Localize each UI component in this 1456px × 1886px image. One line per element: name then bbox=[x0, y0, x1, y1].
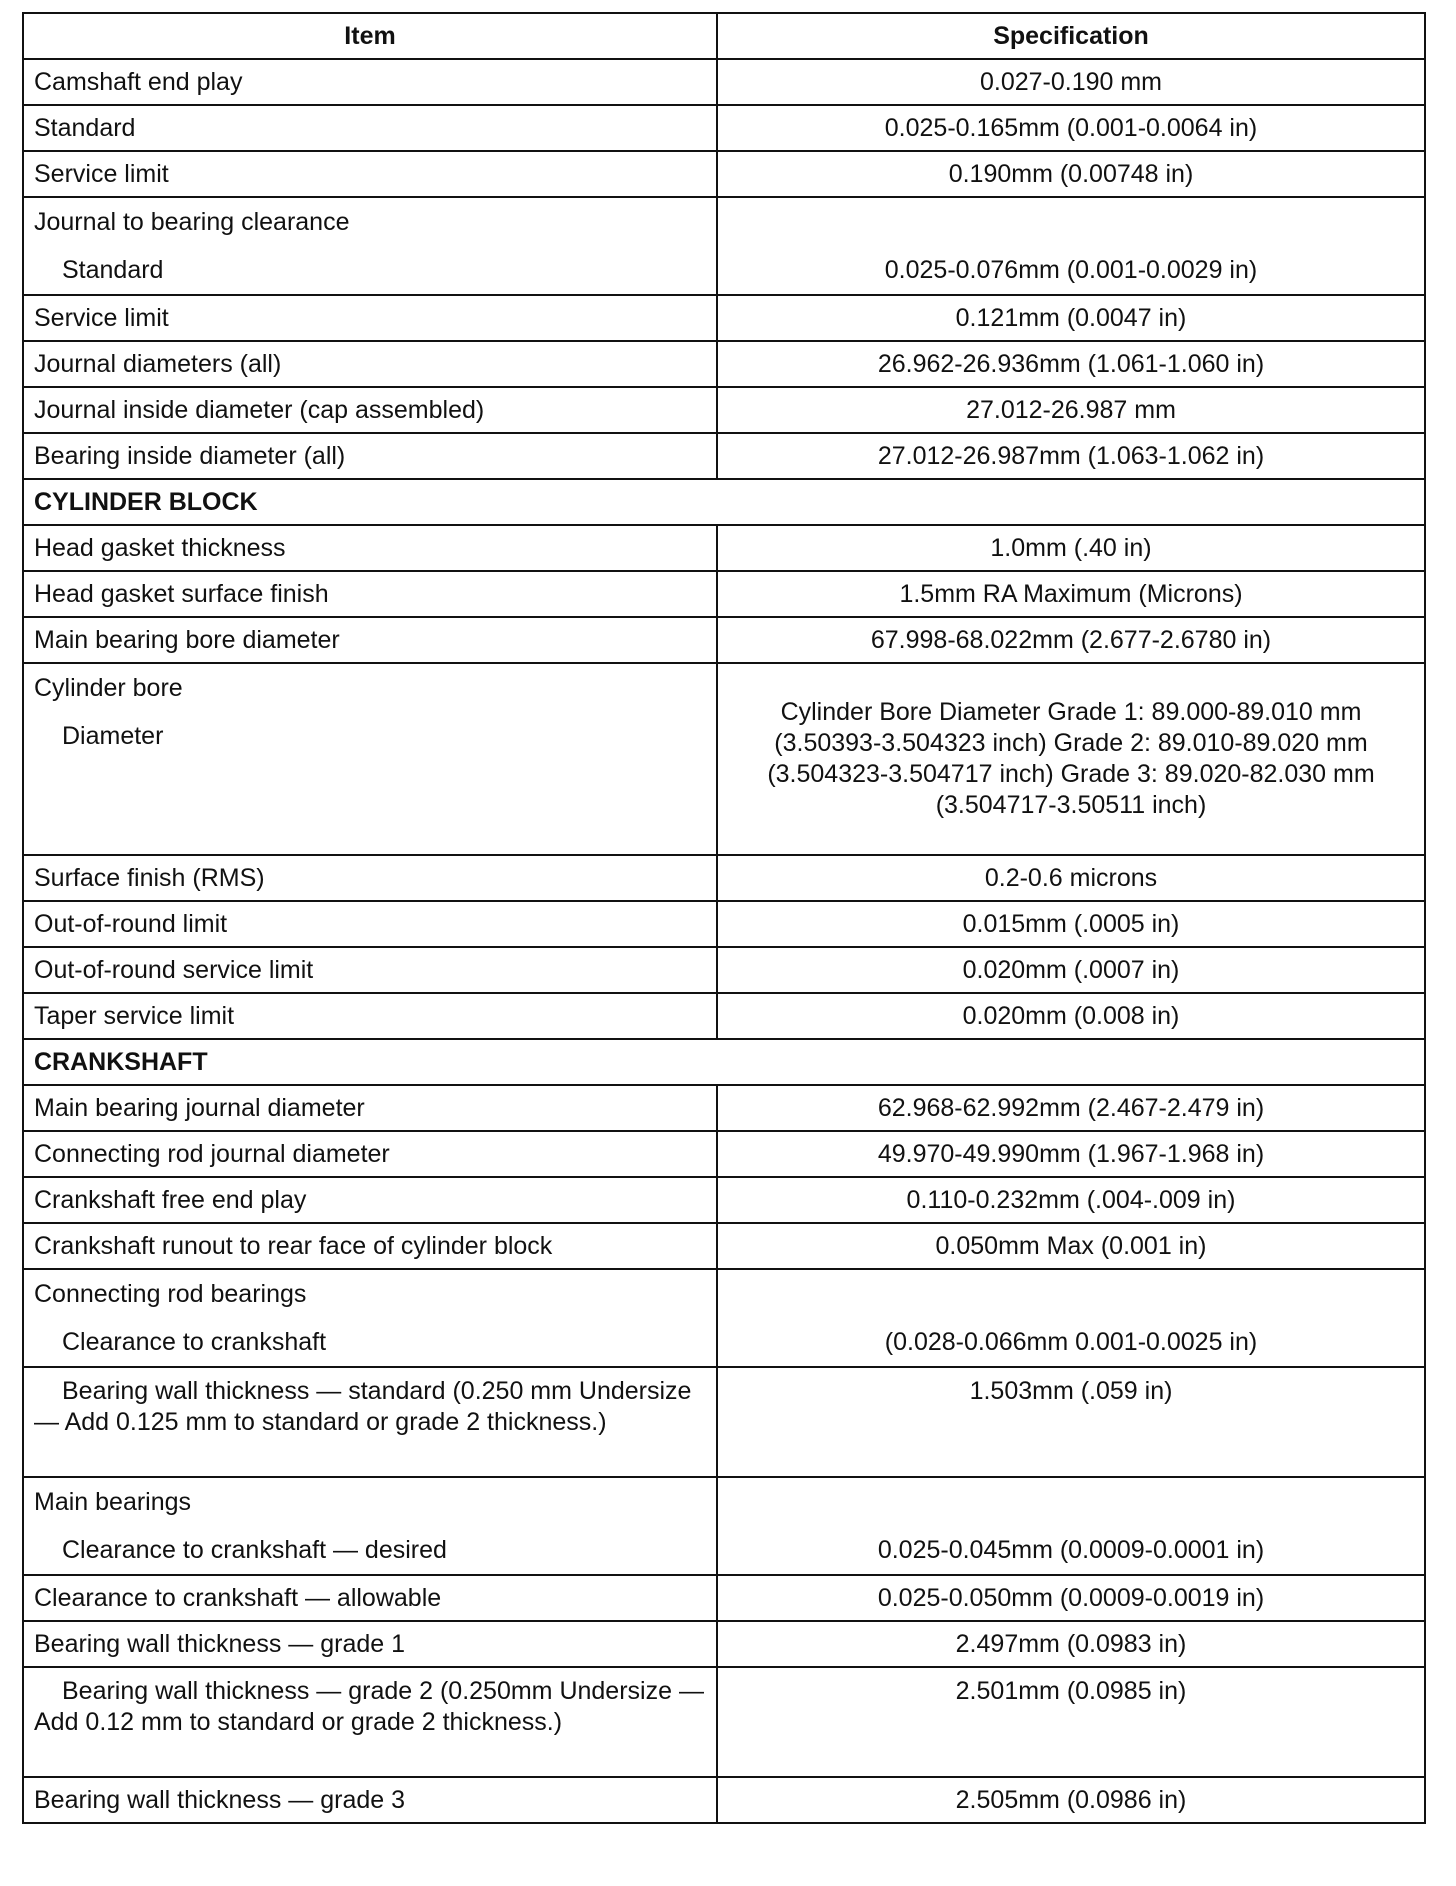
table-row bbox=[23, 1223, 1425, 1269]
item-cell bbox=[23, 1477, 717, 1575]
table-row bbox=[23, 1085, 1425, 1131]
spec-cell: 1.503mm (.059 in) bbox=[717, 1367, 1425, 1477]
table-row bbox=[23, 663, 1425, 855]
spec-cell: 0.027-0.190 mm bbox=[717, 59, 1425, 105]
table-row bbox=[23, 1777, 1425, 1823]
section-title: CYLINDER BLOCK bbox=[23, 479, 1425, 525]
item-cell: Bearing wall thickness — grade 3 bbox=[23, 1777, 717, 1823]
item-cell: Crankshaft runout to rear face of cylinder block bbox=[23, 1223, 717, 1269]
table-row bbox=[23, 387, 1425, 433]
section-title: CRANKSHAFT bbox=[23, 1039, 1425, 1085]
spec-cell: 0.121mm (0.0047 in) bbox=[717, 295, 1425, 341]
item-cell bbox=[23, 197, 717, 295]
item-cell: Journal inside diameter (cap assembled) bbox=[23, 387, 717, 433]
spec-cell: 0.2-0.6 microns bbox=[717, 855, 1425, 901]
table-row bbox=[23, 993, 1425, 1039]
item-cell: Out-of-round service limit bbox=[23, 947, 717, 993]
table-row bbox=[23, 1269, 1425, 1367]
item-cell: Bearing inside diameter (all) bbox=[23, 433, 717, 479]
section-header-row bbox=[23, 479, 1425, 525]
item-group-label: Main bearings bbox=[34, 1488, 192, 1516]
item-cell bbox=[23, 1269, 717, 1367]
spec-cell: 2.501mm (0.0985 in) bbox=[717, 1667, 1425, 1777]
spec-cell: 0.020mm (.0007 in) bbox=[717, 947, 1425, 993]
table-row bbox=[23, 617, 1425, 663]
spec-cell: 27.012-26.987mm (1.063-1.062 in) bbox=[717, 433, 1425, 479]
table-row bbox=[23, 197, 1425, 295]
item-cell: Service limit bbox=[23, 295, 717, 341]
table-row bbox=[23, 901, 1425, 947]
table-row bbox=[23, 433, 1425, 479]
table-row bbox=[23, 1367, 1425, 1477]
specification-table bbox=[22, 12, 1426, 1824]
section-header-row bbox=[23, 1039, 1425, 1085]
item-label: Bearing wall thickness — grade 2 (0.250mm Undersize — Add 0.12 mm to standard or grade 2 thickness.) bbox=[34, 1677, 704, 1736]
item-group-label: Cylinder bore bbox=[34, 674, 183, 702]
table-row bbox=[23, 1575, 1425, 1621]
table-row bbox=[23, 59, 1425, 105]
spec-cell: 62.968-62.992mm (2.467-2.479 in) bbox=[717, 1085, 1425, 1131]
item-cell bbox=[23, 1367, 717, 1477]
item-label: Bearing wall thickness — standard (0.250 mm Undersize — Add 0.125 mm to standard or grade 2 thickness.) bbox=[34, 1377, 692, 1436]
item-column-header: Item bbox=[23, 13, 717, 59]
spec-cell: 67.998-68.022mm (2.677-2.6780 in) bbox=[717, 617, 1425, 663]
item-cell bbox=[23, 663, 717, 855]
spec-cell: 49.970-49.990mm (1.967-1.968 in) bbox=[717, 1131, 1425, 1177]
item-sub-label: Diameter bbox=[62, 722, 164, 750]
table-row bbox=[23, 1177, 1425, 1223]
item-cell: Service limit bbox=[23, 151, 717, 197]
item-cell: Journal diameters (all) bbox=[23, 341, 717, 387]
item-cell: Head gasket thickness bbox=[23, 525, 717, 571]
item-cell: Out-of-round limit bbox=[23, 901, 717, 947]
item-cell: Crankshaft free end play bbox=[23, 1177, 717, 1223]
table-row bbox=[23, 1131, 1425, 1177]
header-row bbox=[23, 13, 1425, 59]
spec-cell bbox=[717, 1477, 1425, 1575]
spec-value: 0.025-0.045mm (0.0009-0.0001 in) bbox=[877, 1536, 1265, 1564]
spec-cell: 0.190mm (0.00748 in) bbox=[717, 151, 1425, 197]
item-sub-label: Clearance to crankshaft — desired bbox=[62, 1536, 447, 1564]
item-group-label: Journal to bearing clearance bbox=[34, 208, 350, 236]
item-cell: Main bearing journal diameter bbox=[23, 1085, 717, 1131]
table-row bbox=[23, 855, 1425, 901]
spec-cell: 1.5mm RA Maximum (Microns) bbox=[717, 571, 1425, 617]
table-row bbox=[23, 105, 1425, 151]
table-row bbox=[23, 947, 1425, 993]
item-cell: Taper service limit bbox=[23, 993, 717, 1039]
spec-cell: 0.110-0.232mm (.004-.009 in) bbox=[717, 1177, 1425, 1223]
table-row bbox=[23, 1621, 1425, 1667]
item-cell: Connecting rod journal diameter bbox=[23, 1131, 717, 1177]
spec-cell: 0.025-0.165mm (0.001-0.0064 in) bbox=[717, 105, 1425, 151]
table-row bbox=[23, 151, 1425, 197]
spec-cell: 2.497mm (0.0983 in) bbox=[717, 1621, 1425, 1667]
spec-cell bbox=[717, 1269, 1425, 1367]
table-row bbox=[23, 341, 1425, 387]
spec-value: 0.025-0.076mm (0.001-0.0029 in) bbox=[884, 256, 1258, 284]
spec-cell: 0.015mm (.0005 in) bbox=[717, 901, 1425, 947]
item-cell: Main bearing bore diameter bbox=[23, 617, 717, 663]
spec-cell: 0.050mm Max (0.001 in) bbox=[717, 1223, 1425, 1269]
spec-cell: 0.020mm (0.008 in) bbox=[717, 993, 1425, 1039]
spec-value: (0.028-0.066mm 0.001-0.0025 in) bbox=[884, 1328, 1258, 1356]
spec-cell bbox=[717, 197, 1425, 295]
table-row bbox=[23, 525, 1425, 571]
spec-cell: Cylinder Bore Diameter Grade 1: 89.000-89.010 mm (3.50393-3.504323 inch) Grade 2: 89.010-89.020 mm (3.504323-3.504717 inch) Grade 3: 89.020-82.030 mm (3.504717-3.50511 inch) bbox=[717, 663, 1425, 855]
item-cell: Camshaft end play bbox=[23, 59, 717, 105]
item-sub-label: Clearance to crankshaft bbox=[62, 1328, 327, 1356]
item-cell: Standard bbox=[23, 105, 717, 151]
item-cell: Head gasket surface finish bbox=[23, 571, 717, 617]
table-row bbox=[23, 1667, 1425, 1777]
spec-cell: 2.505mm (0.0986 in) bbox=[717, 1777, 1425, 1823]
item-group-label: Connecting rod bearings bbox=[34, 1280, 307, 1308]
item-cell: Clearance to crankshaft — allowable bbox=[23, 1575, 717, 1621]
item-cell bbox=[23, 1667, 717, 1777]
spec-cell: 1.0mm (.40 in) bbox=[717, 525, 1425, 571]
spec-cell: 0.025-0.050mm (0.0009-0.0019 in) bbox=[717, 1575, 1425, 1621]
table-row bbox=[23, 571, 1425, 617]
item-sub-label: Standard bbox=[62, 256, 164, 284]
item-cell: Surface finish (RMS) bbox=[23, 855, 717, 901]
spec-cell: 26.962-26.936mm (1.061-1.060 in) bbox=[717, 341, 1425, 387]
spec-cell: 27.012-26.987 mm bbox=[717, 387, 1425, 433]
table-row bbox=[23, 1477, 1425, 1575]
table-row bbox=[23, 295, 1425, 341]
specification-column-header: Specification bbox=[717, 13, 1425, 59]
item-cell: Bearing wall thickness — grade 1 bbox=[23, 1621, 717, 1667]
